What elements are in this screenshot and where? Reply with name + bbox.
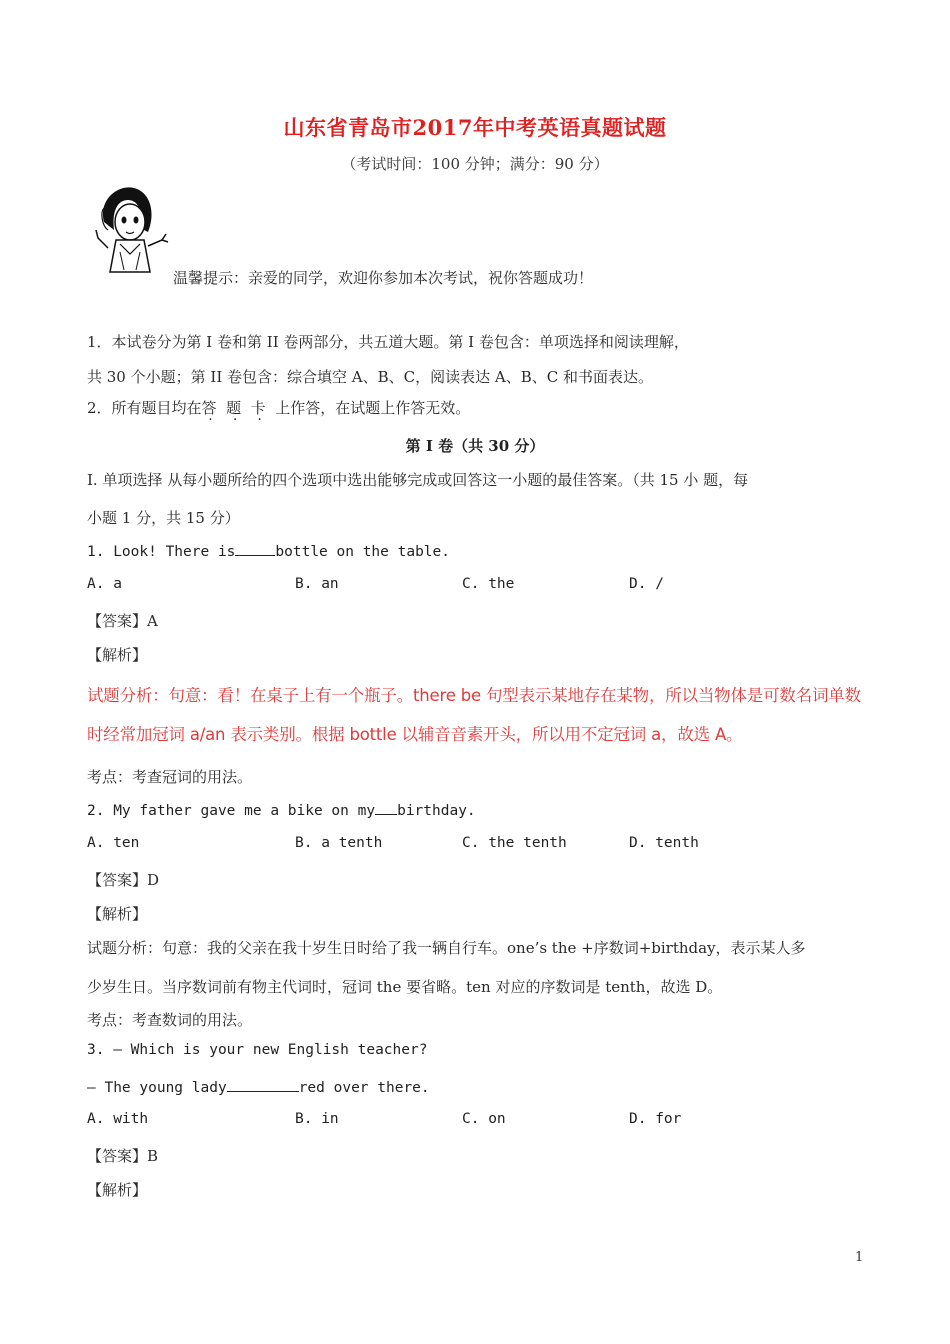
question-3-stem-b [87,1077,430,1096]
question-3-blank [227,1077,299,1092]
question-3-option-c: C. on [462,1111,506,1127]
note-1b: 共 30 个小题；第 II 卷包含：综合填空 A、B、C，阅读表达 A、B、C 和书面表达。 [87,368,653,386]
question-2-answer: 【答案】D [87,871,160,889]
note-2-char-1: 答 [201,399,217,417]
note-2-char-3: 卡 [250,399,266,417]
note-2 [87,397,470,418]
page-title: 山东省青岛市2017年中考英语真题试题 [283,115,667,140]
section-instruction-a: I. 单项选择 从每小题所给的四个选项中选出能够完成或回答这一小题的最佳答案。（共 15 小 题，每 [87,471,749,489]
question-1-stem-a: 1. Look! There is [87,544,236,560]
question-1-stem [87,541,450,560]
question-1-point: 考点：考查冠词的用法。 [87,768,253,786]
question-2-point: 考点：考查数词的用法。 [87,1011,253,1029]
question-3-stem-a: 3. — Which is your new English teacher? [87,1042,428,1058]
note-2-post: 上作答，在试题上作答无效。 [275,399,471,417]
question-1-blank [235,541,275,556]
question-2-analysis-a: 试题分析：句意：我的父亲在我十岁生日时给了我一辆自行车。one’s the +序数词+birthday，表示某人多 [87,939,806,957]
question-2-option-a: A. ten [87,835,140,851]
question-1-stem-b: bottle on the table. [275,544,451,560]
note-2-char-2: 题 [226,399,242,417]
question-3-stem-b-pre: — The young lady [87,1080,227,1096]
page-number: 1 [855,1250,864,1265]
note-2-pre: 2．所有题目均在 [87,399,202,417]
question-2-option-c: C. the tenth [462,835,567,851]
question-3-answer: 【答案】B [87,1147,159,1165]
question-1-option-c: C. the [462,576,515,592]
question-2-stem [87,800,476,819]
question-2-stem-a: 2. My father gave me a bike on my [87,803,376,819]
question-3-stem-b-post: red over there. [298,1080,430,1096]
tip-text: 温馨提示：亲爱的同学，欢迎你参加本次考试，祝你答题成功！ [173,269,594,287]
question-1-answer: 【答案】A [87,612,158,630]
exam-info: （考试时间：100 分钟；满分：90 分） [341,155,609,173]
cartoon-girl-icon [90,182,170,278]
question-1-option-d: D. / [629,576,664,592]
question-2-analysis-label: 【解析】 [87,905,148,923]
question-1-analysis-a: 试题分析：句意：看！在桌子上有一个瓶子。there be 句型表示某地存在某物，所以当物体是可数名词单数 [87,686,861,705]
question-2-blank [375,800,397,815]
question-3-option-b: B. in [295,1111,339,1127]
question-2-option-d: D. tenth [629,835,699,851]
question-1-analysis-b: 时经常加冠词 a/an 表示类别。根据 bottle 以辅音音素开头，所以用不定冠词 a，故选 A。 [87,725,743,744]
question-1-option-a: A. a [87,576,122,592]
question-3-option-d: D. for [629,1111,682,1127]
question-2-analysis-b: 少岁生日。当序数词前有物主代词时，冠词 the 要省略。ten 对应的序数词是 tenth，故选 D。 [87,978,723,996]
note-1a: 1．本试卷分为第 I 卷和第 II 卷两部分，共五道大题。第 I 卷包含：单项选择和阅读理解， [87,333,689,351]
question-2-option-b: B. a tenth [295,835,383,851]
question-1-option-b: B. an [295,576,339,592]
section-heading: 第 I 卷（共 30 分） [405,437,545,455]
question-3-analysis-label: 【解析】 [87,1181,148,1199]
question-1-analysis-label: 【解析】 [87,646,148,664]
question-2-stem-b: birthday. [397,803,476,819]
section-instruction-b: 小题 1 分，共 15 分） [87,509,240,527]
question-3-option-a: A. with [87,1111,149,1127]
